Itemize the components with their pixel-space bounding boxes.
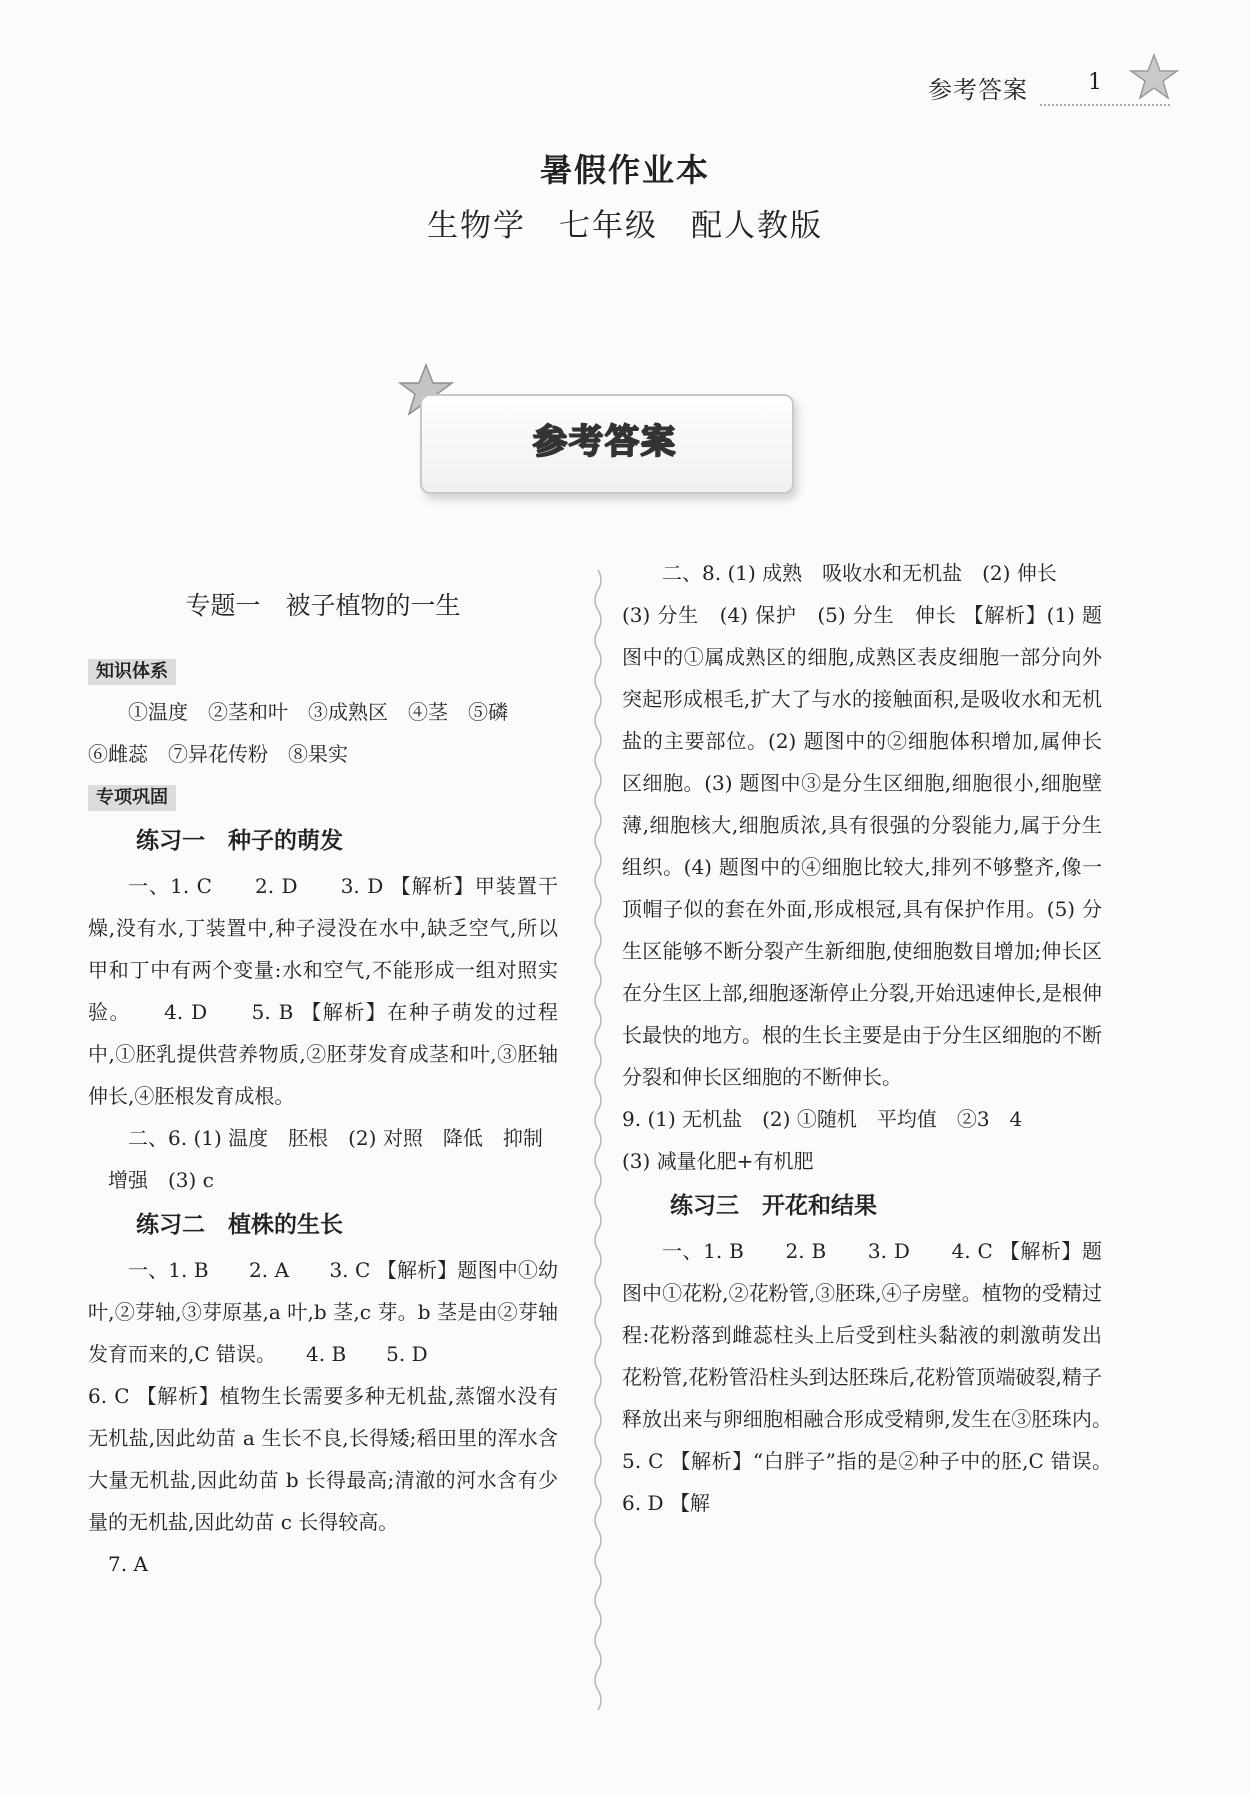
answer-paragraph: 二、8. (1) 成熟 吸收水和无机盐 (2) 伸长	[662, 561, 1057, 585]
answer-paragraph: (3) 分生 (4) 保护 (5) 分生 伸长 【解析】(1) 题图中的①属成熟区的细胞,成熟区表皮细胞一部分向外突起形成根毛,扩大了与水的接触面积,是吸收水和无机盐的主要部位。(2) 题图中的②细胞体积增加,属伸长区细胞。(3) 题图中③是分生区细胞,细胞很小,细胞壁薄,细胞核大,细胞质浓,具有很强的分裂能力,属于分生组织。(4) 题图中的④细胞比较大,排列不够整齐,像一顶帽子似的套在外面,形成根冠,具有保护作用。(5) 分生区能够不断分裂产生新细胞,使细胞数目增加;伸长区在分生区上部,细胞逐渐停止分裂,开始迅速伸长,是根伸长最快的地方。根的生长主要是由于分生区细胞的不断分裂和伸长区细胞的不断伸长。	[622, 603, 1102, 1089]
left-column	[88, 575, 558, 1585]
answer-paragraph: 一、1. B 2. A 3. C 【解析】题图中①幼叶,②芽轴,③芽原基,a 叶,b 茎,c 芽。b 茎是由②芽轴发育而来的,C 错误。 4. B 5. D	[88, 1258, 558, 1366]
chapter-title: 专题一 被子植物的一生	[185, 591, 461, 620]
answer-paragraph: 增强 (3) c	[108, 1168, 214, 1192]
exercise-title: 练习一 种子的萌发	[136, 828, 343, 854]
column-divider	[590, 570, 606, 1710]
right-column	[622, 552, 1122, 1524]
answer-paragraph: 7. A	[108, 1552, 148, 1576]
knowledge-tag: 知识体系	[88, 659, 176, 685]
answer-paragraph: 6. C 【解析】植物生长需要多种无机盐,蒸馏水没有无机盐,因此幼苗 a 生长不良,长得矮;稻田里的浑水含大量无机盐,因此幼苗 b 长得最高;清澈的河水含有少量的无机盐,因此幼苗 c 长得较高。	[88, 1384, 558, 1534]
consolidation-tag: 专项巩固	[88, 785, 176, 811]
banner-title: 参考答案	[533, 422, 677, 462]
exercise-title: 练习二 植株的生长	[136, 1212, 343, 1238]
star-icon	[1128, 52, 1180, 104]
answer-paragraph: 一、1. B 2. B 3. D 4. C 【解析】题图中①花粉,②花粉管,③胚珠,④子房壁。植物的受精过程:花粉落到雌蕊柱头上后受到柱头黏液的刺激萌发出花粉管,花粉管沿柱头到达胚珠后,花粉管顶端破裂,精子释放出来与卵细胞相融合形成受精卵,发生在③胚珠内。 5. C 【解析】“白胖子”指的是②种子中的胚,C 错误。 6. D 【解	[622, 1239, 1122, 1515]
answer-paragraph: (3) 减量化肥+有机肥	[622, 1149, 814, 1173]
book-subtitle: 生物学 七年级 配人教版	[427, 208, 823, 244]
header-section-label: 参考答案	[928, 76, 1028, 104]
book-title: 暑假作业本	[539, 151, 710, 189]
exercise-title: 练习三 开花和结果	[670, 1193, 877, 1219]
knowledge-line: ⑥雌蕊 ⑦异花传粉 ⑧果实	[88, 742, 348, 766]
answer-paragraph: 一、1. C 2. D 3. D 【解析】甲装置干燥,没有水,丁装置中,种子浸没在水中,缺乏空气,所以甲和丁中有两个变量:水和空气,不能形成一组对照实验。 4. D 5. B 【解析】在种子萌发的过程中,①胚乳提供营养物质,②胚芽发育成茎和叶,③胚轴伸长,④胚根发育成根。	[88, 874, 558, 1108]
header-rule	[1040, 104, 1170, 106]
knowledge-line: ①温度 ②茎和叶 ③成熟区 ④茎 ⑤磷	[128, 700, 508, 724]
answer-paragraph: 二、6. (1) 温度 胚根 (2) 对照 降低 抑制	[128, 1126, 543, 1150]
page-number: 1	[1088, 70, 1102, 95]
answer-paragraph: 9. (1) 无机盐 (2) ①随机 平均值 ②3 4	[622, 1107, 1023, 1131]
